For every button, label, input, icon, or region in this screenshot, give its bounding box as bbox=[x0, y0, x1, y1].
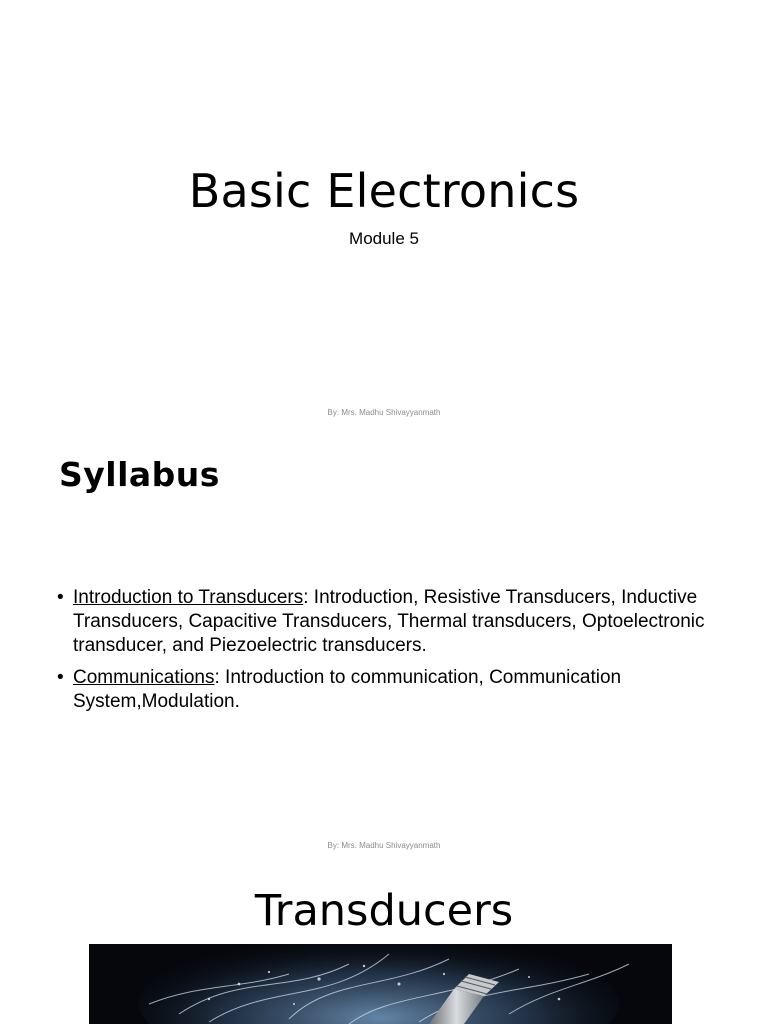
syllabus-item-heading: Communications bbox=[73, 667, 215, 688]
syllabus-item bbox=[57, 586, 717, 658]
presentation-subtitle: Module 5 bbox=[349, 229, 419, 248]
water-splash-sensor-image bbox=[89, 944, 672, 1024]
slide-footer-author: By: Mrs. Madhu Shivayyanmath bbox=[327, 841, 441, 850]
syllabus-item-text: : Introduction to communication, Communication System,Modulation. bbox=[73, 667, 622, 712]
bullet-icon: • bbox=[57, 667, 64, 688]
syllabus-title: Syllabus bbox=[59, 455, 220, 494]
bullet-icon: • bbox=[57, 587, 64, 608]
transducers-slide bbox=[0, 864, 768, 1024]
presentation-title: Basic Electronics bbox=[188, 164, 580, 218]
syllabus-slide bbox=[0, 432, 768, 864]
transducers-title: Transducers bbox=[254, 886, 514, 936]
slide-footer-author: By: Mrs. Madhu Shivayyanmath bbox=[327, 408, 441, 417]
transducer-photo bbox=[89, 944, 672, 1024]
syllabus-list bbox=[57, 586, 717, 722]
title-slide bbox=[0, 0, 768, 432]
syllabus-item-heading: Introduction to Transducers bbox=[73, 587, 304, 608]
syllabus-item bbox=[57, 666, 717, 714]
syllabus-item-text: : Introduction, Resistive Transducers, Inductive Transducers, Capacitive Transducers, Thermal transducers, Optoelectronic transducer, and Piezoelectric transducers. bbox=[73, 587, 705, 656]
